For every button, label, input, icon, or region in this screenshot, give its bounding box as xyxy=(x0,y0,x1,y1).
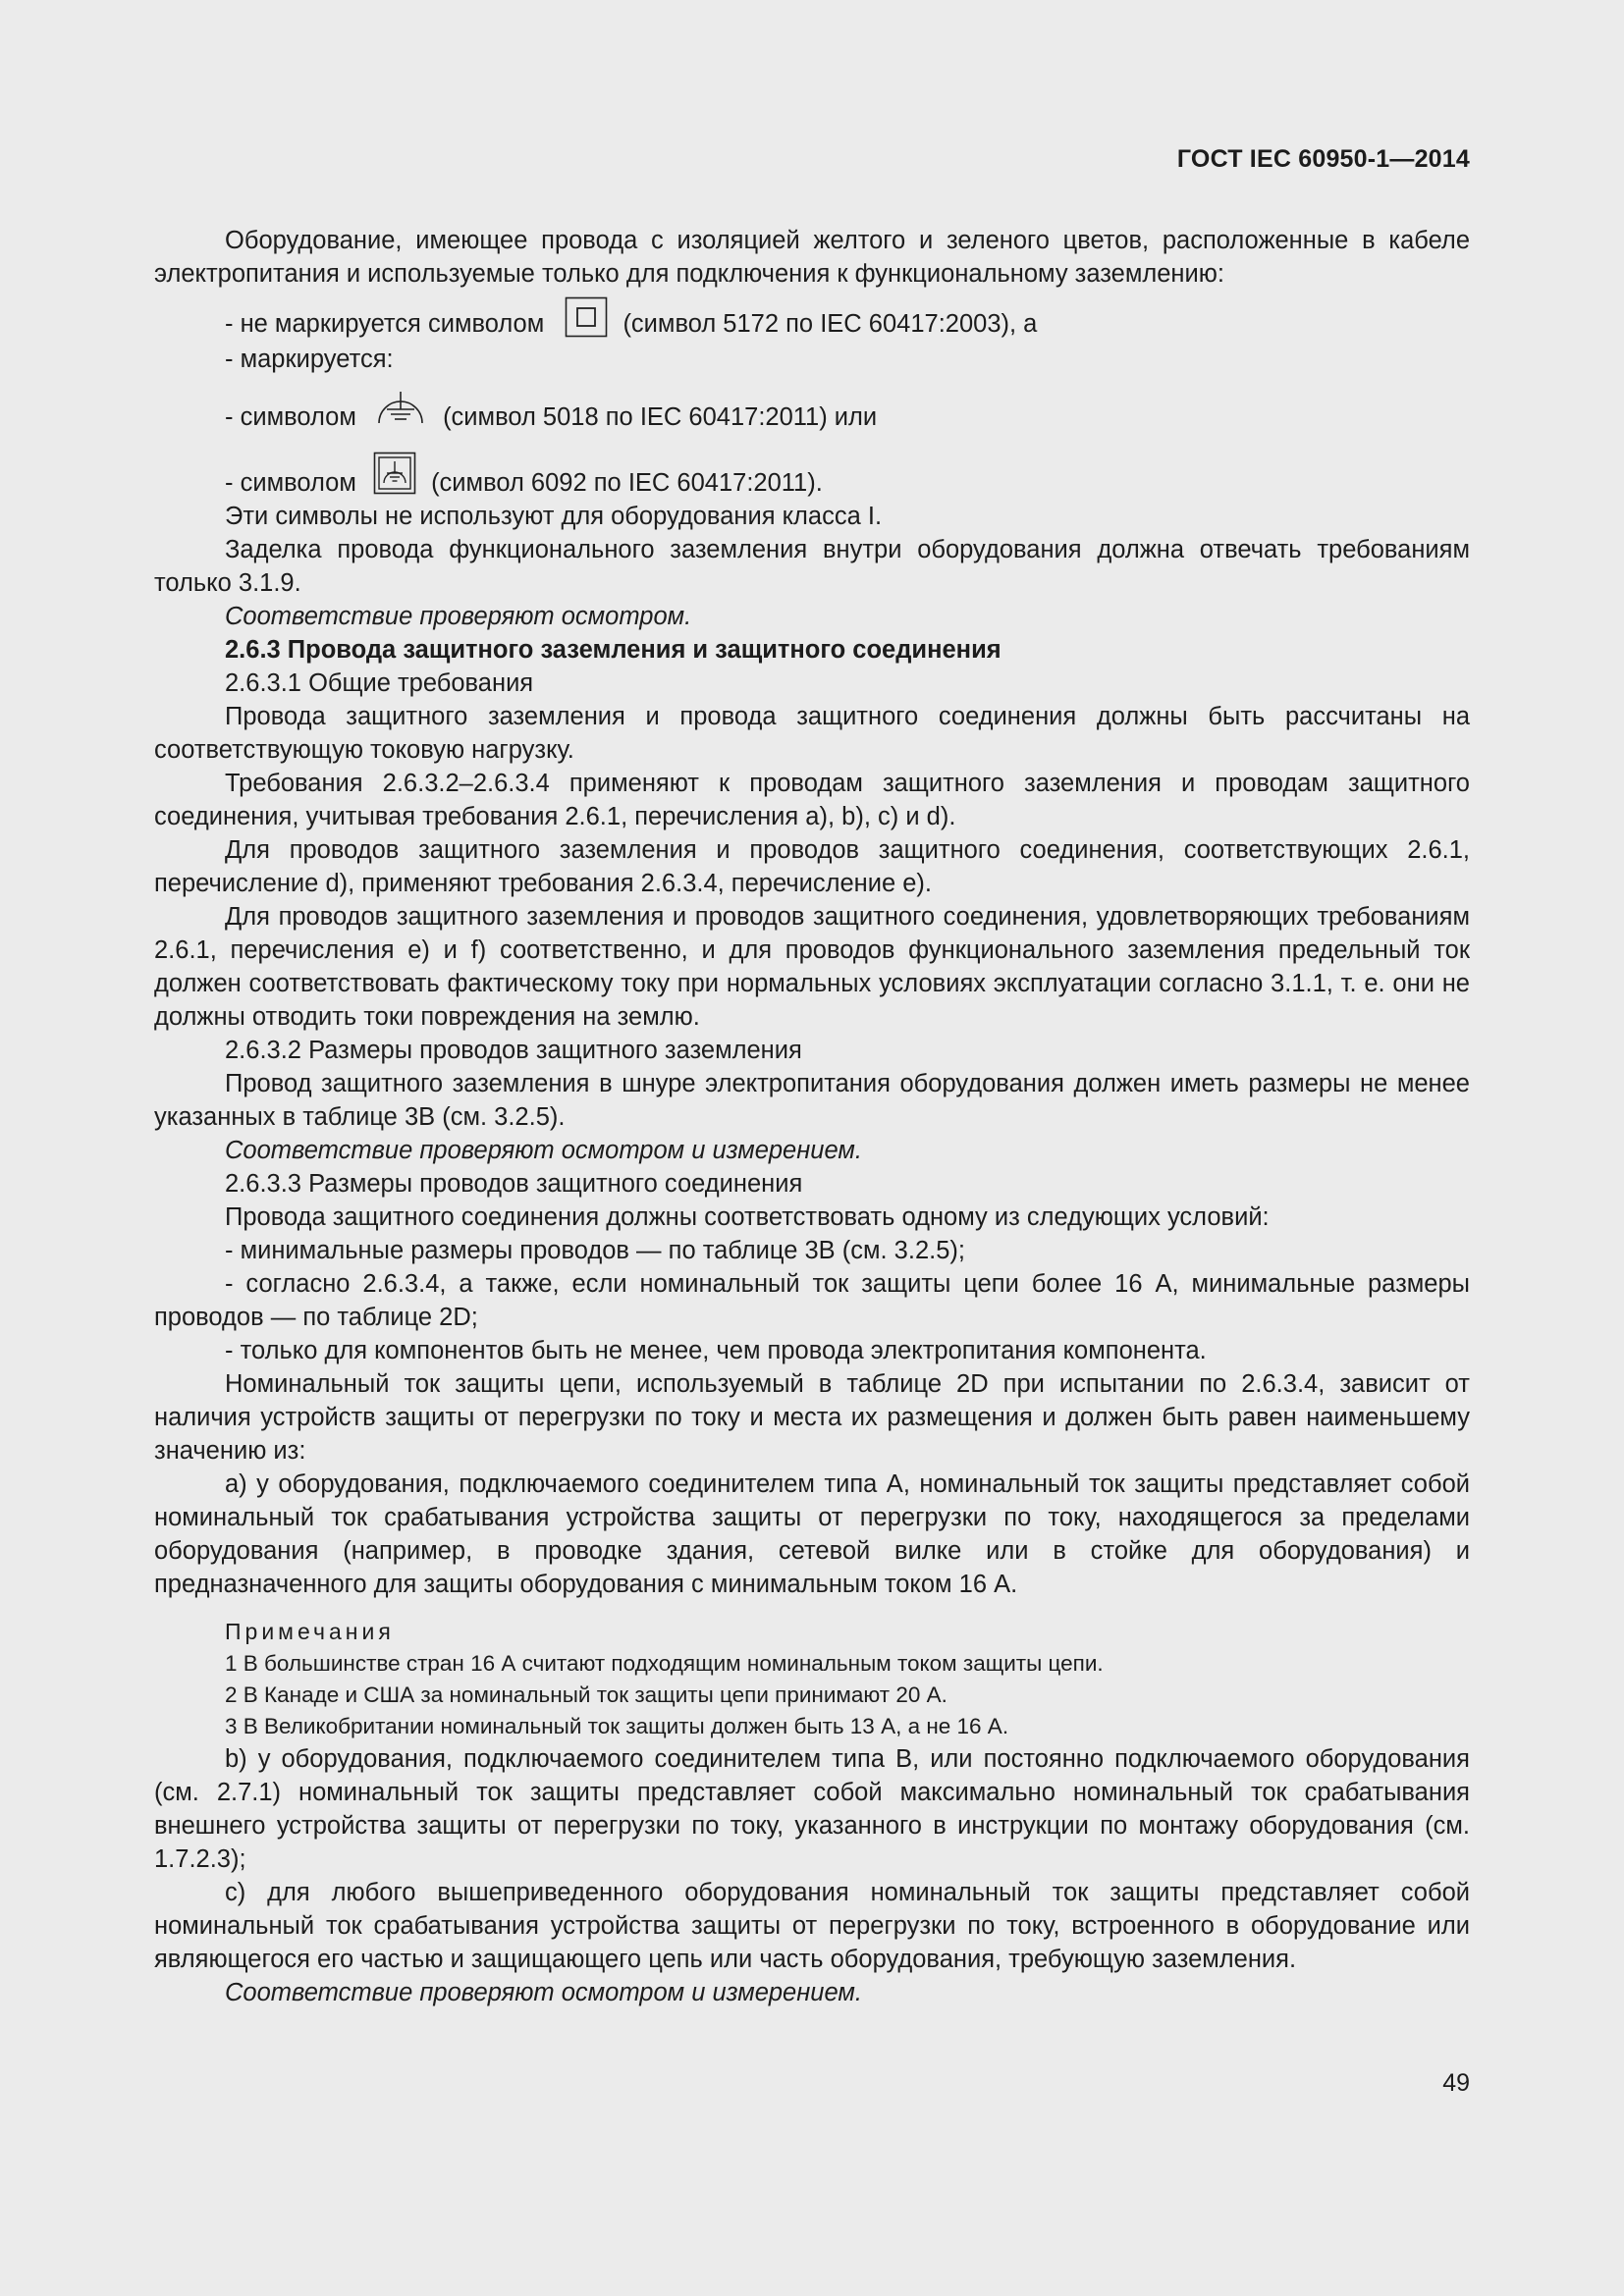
paragraph: Провода защитного соединения должны соответствовать одному из следующих условий: xyxy=(225,1203,1270,1231)
list-item: - согласно 2.6.3.4, а также, если номинальный ток защиты цепи более 16 А, минимальные размеры проводов — по таблице 2D; xyxy=(154,1270,1470,1331)
list-item: - маркируется: xyxy=(225,346,394,373)
list-item xyxy=(154,390,1470,434)
paragraph: Номинальный ток защиты цепи, используемый в таблице 2D при испытании по 2.6.3.4, зависит от наличия устройств защиты от перегрузки по току и места их размещения и должен быть равен наименьшему значению из: xyxy=(154,1370,1470,1465)
list-item: - только для компонентов быть не менее, чем провода электропитания компонента. xyxy=(225,1337,1207,1364)
list-item-text: - символом xyxy=(225,469,356,497)
functional-earth-boxed-icon xyxy=(373,452,416,495)
page-number: 49 xyxy=(1442,2069,1470,2097)
list-item-a: a) у оборудования, подключаемого соединителем типа A, номинальный ток защиты представляет собой номинальный ток срабатывания устройства защиты от перегрузки по току, находящегося за пределами оборудования (например, в проводке здания, сетевой вилке или в стойке для оборудования) и предназначенного для защиты оборудования с минимальным током 16 А. xyxy=(154,1470,1470,1598)
list-item-text: (символ 6092 по IEC 60417:2011). xyxy=(431,469,823,497)
note-item: 1 В большинстве стран 16 А считают подходящим номинальным током защиты цепи. xyxy=(225,1651,1104,1676)
paragraph: Провод защитного заземления в шнуре электропитания оборудования должен иметь размеры не менее указанных в таблице 3В (см. 3.2.5). xyxy=(154,1070,1470,1131)
paragraph: Заделка провода функционального заземления внутри оборудования должна отвечать требованиям только 3.1.9. xyxy=(154,536,1470,597)
paragraph: Эти символы не используют для оборудования класса I. xyxy=(225,503,883,530)
list-item-c: c) для любого вышеприведенного оборудования номинальный ток защиты представляет собой номинальный ток срабатывания устройства защиты от перегрузки по току, встроенного в оборудование или являющегося его частью и защищающего цепь или часть оборудования, требующую заземления. xyxy=(154,1879,1470,1973)
section-heading: 2.6.3 Провода защитного заземления и защитного соединения xyxy=(225,636,1001,664)
paragraph: Провода защитного заземления и провода защитного соединения должны быть рассчитаны на соответствующую токовую нагрузку. xyxy=(154,703,1470,764)
list-item-b: b) у оборудования, подключаемого соединителем типа B, или постоянно подключаемого оборудования (см. 2.7.1) номинальный ток защиты представляет собой максимально номинальный ток срабатывания внешнего устройства защиты от перегрузки по току, указанного в инструкции по монтажу оборудования (см. 1.7.2.3); xyxy=(154,1745,1470,1873)
intro-paragraph: Оборудование, имеющее провода с изоляцией желтого и зеленого цветов, расположенные в кабеле электропитания и используемые только для подключения к функциональному заземлению: xyxy=(154,227,1470,288)
list-item-text: (символ 5018 по IEC 60417:2011) или xyxy=(443,403,878,431)
functional-earth-icon xyxy=(373,390,428,429)
notes-heading: Примечания xyxy=(225,1619,395,1644)
subsection-heading: 2.6.3.3 Размеры проводов защитного соединения xyxy=(225,1170,803,1198)
list-item-text: - не маркируется символом xyxy=(225,310,545,338)
note-item: 3 В Великобритании номинальный ток защиты должен быть 13 А, а не 16 А. xyxy=(225,1714,1009,1738)
compliance-note: Соответствие проверяют осмотром и измерением. xyxy=(225,1979,862,2006)
paragraph: Требования 2.6.3.2–2.6.3.4 применяют к проводам защитного заземления и проводам защитного соединения, учитывая требования 2.6.1, перечисления a), b), c) и d). xyxy=(154,770,1470,830)
subsection-heading: 2.6.3.2 Размеры проводов защитного заземления xyxy=(225,1037,802,1064)
list-item xyxy=(154,452,1470,500)
list-item-text: - символом xyxy=(225,403,356,431)
subsection-heading: 2.6.3.1 Общие требования xyxy=(225,669,534,697)
paragraph: Для проводов защитного заземления и проводов защитного соединения, удовлетворяющих требованиям 2.6.1, перечисления e) и f) соответственно, и для проводов функционального заземления предельный ток должен соответствовать фактическому току при нормальных условиях эксплуатации согласно 3.1.1, т. е. они не должны отводить токи повреждения на землю. xyxy=(154,903,1470,1031)
paragraph: Для проводов защитного заземления и проводов защитного соединения, соответствующих 2.6.1, перечисление d), применяют требования 2.6.3.4, перечисление e). xyxy=(154,836,1470,897)
compliance-note: Соответствие проверяют осмотром и измерением. xyxy=(225,1137,862,1164)
note-item: 2 В Канаде и США за номинальный ток защиты цепи принимают 20 А. xyxy=(225,1682,947,1707)
double-square-class-ii-icon xyxy=(565,296,608,338)
list-item-text: (символ 5172 по IEC 60417:2003), а xyxy=(623,310,1038,338)
compliance-note: Соответствие проверяют осмотром. xyxy=(225,603,692,630)
list-item xyxy=(154,296,1470,341)
standard-designation: ГОСТ IEC 60950-1—2014 xyxy=(1176,145,1470,173)
page-body xyxy=(154,224,1470,2009)
list-item: - минимальные размеры проводов — по таблице 3В (см. 3.2.5); xyxy=(225,1237,965,1264)
